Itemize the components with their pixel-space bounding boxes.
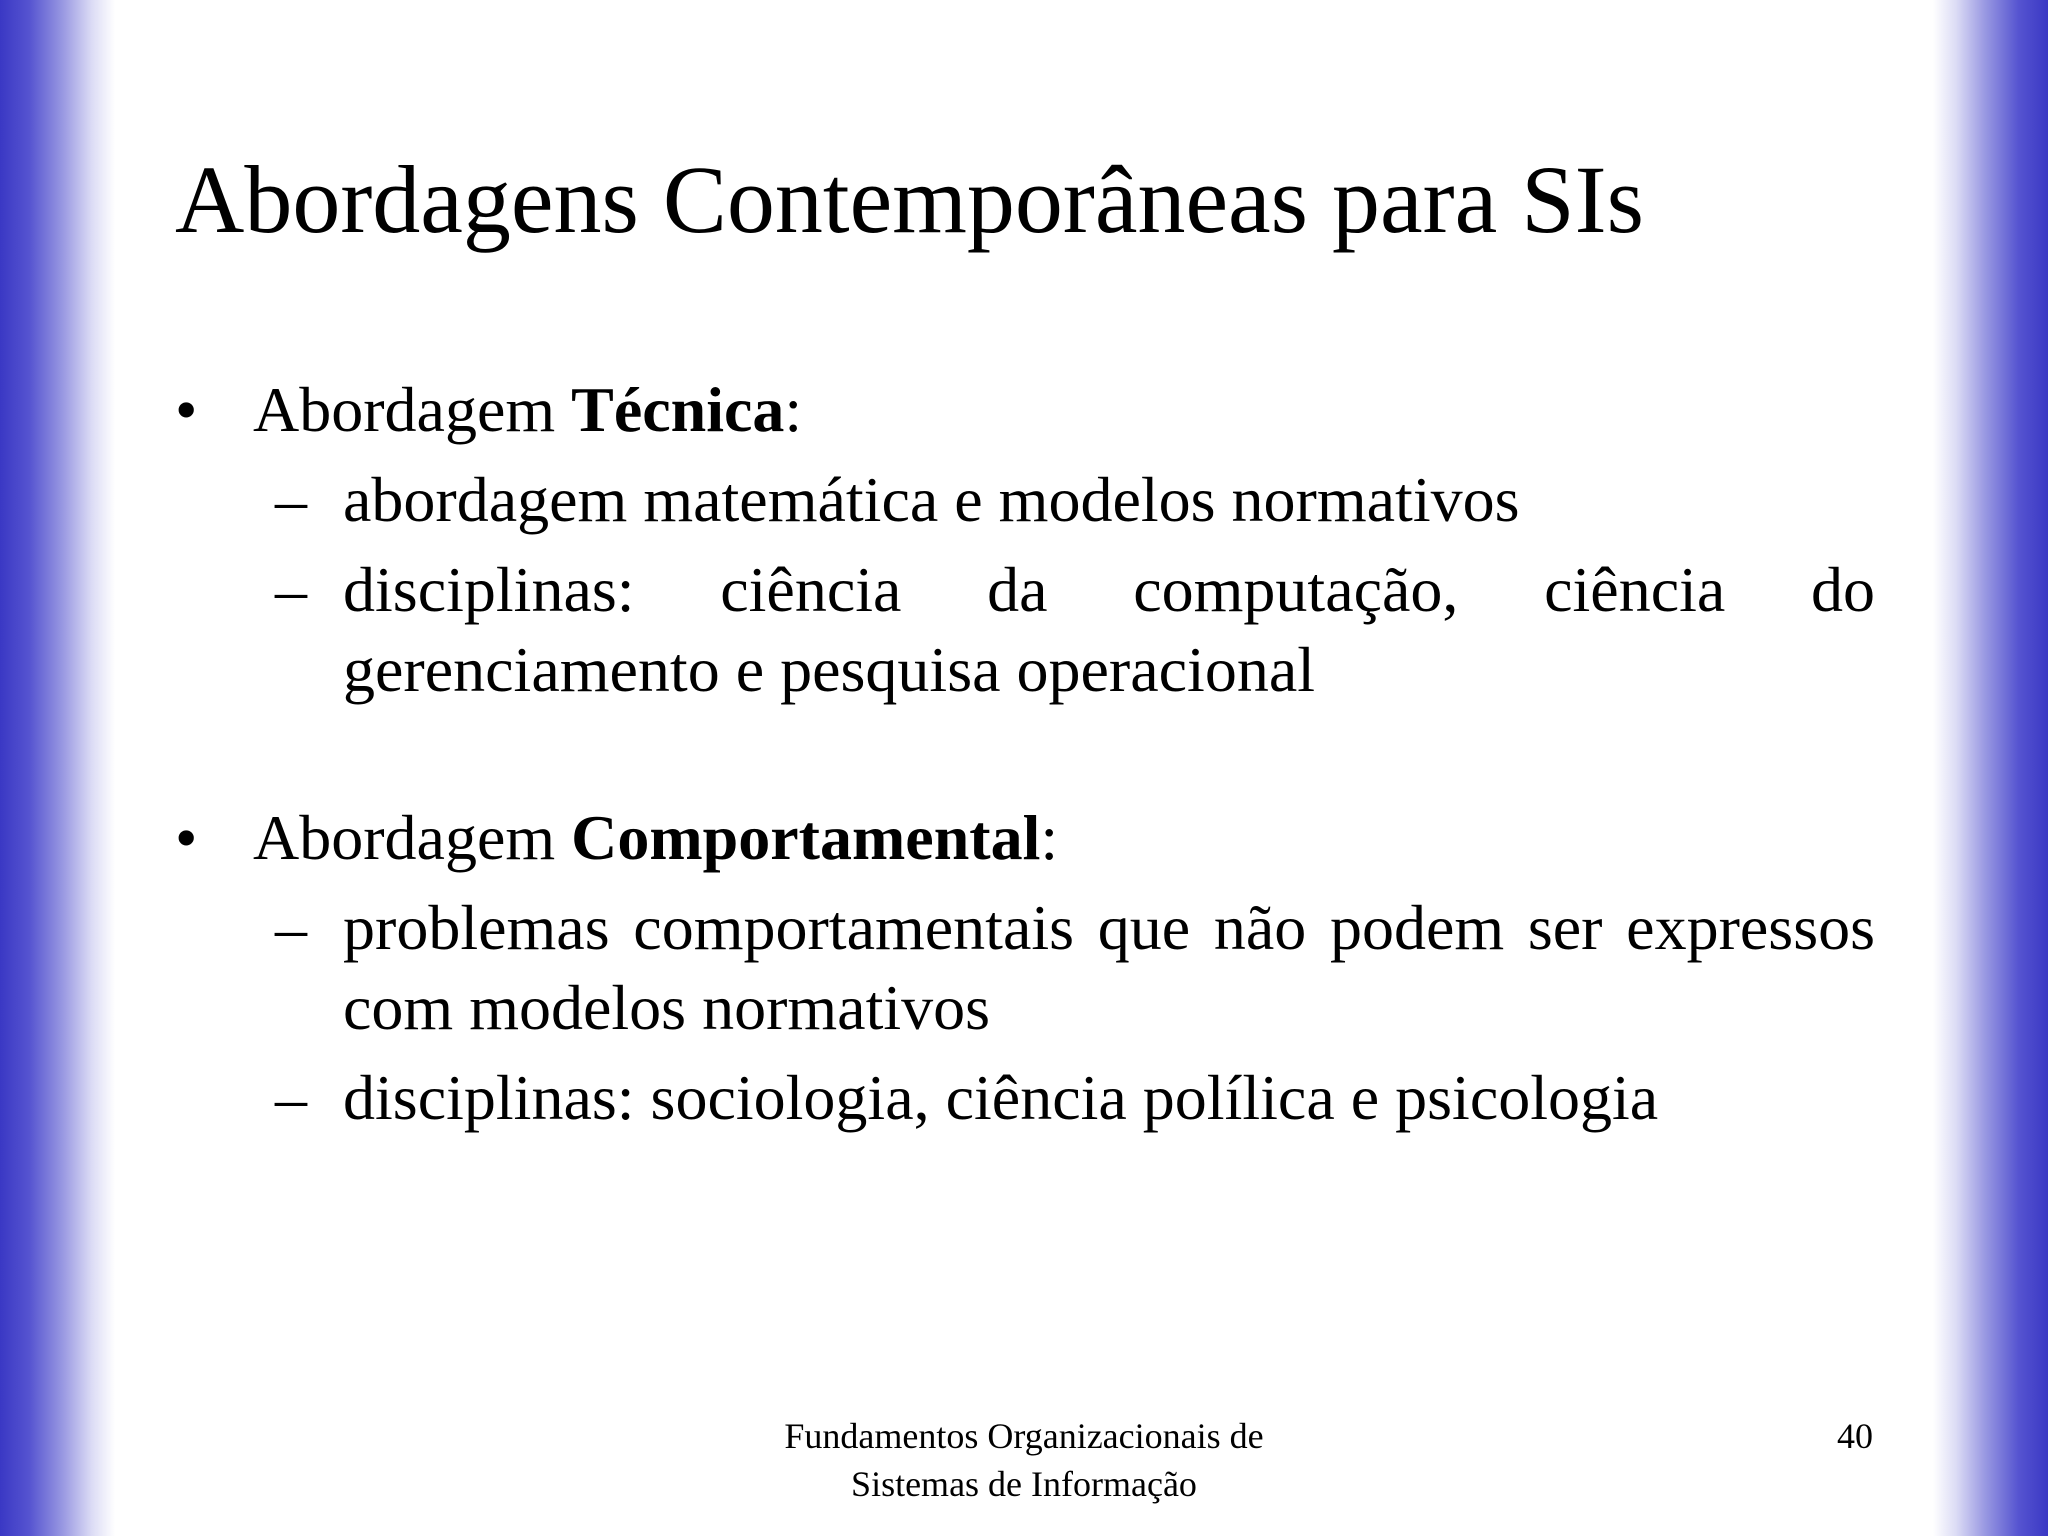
- sub-item: [175, 460, 1875, 540]
- right-gradient-border: [1933, 0, 2048, 1536]
- bullet-icon: •: [175, 374, 198, 445]
- dash-icon: –: [275, 464, 307, 535]
- sub-item-text: abordagem matemática e modelos normativos: [343, 464, 1520, 535]
- slide-content: [175, 370, 1875, 1148]
- page-number: 40: [1837, 1416, 1873, 1456]
- bullet-prefix: Abordagem: [253, 374, 572, 445]
- slide-title: Abordagens Contemporâneas para SIs: [175, 146, 1644, 253]
- sub-item: [175, 888, 1875, 1048]
- bullet-suffix: :: [784, 374, 803, 445]
- bullet-bold-term: Técnica: [571, 374, 785, 445]
- left-gradient-border: [0, 0, 115, 1536]
- footer-line-1: Fundamentos Organizacionais de: [784, 1416, 1264, 1456]
- sub-item: [175, 550, 1875, 710]
- bullet-icon: •: [175, 802, 198, 873]
- sub-item: [175, 1058, 1875, 1138]
- footer-line-2: Sistemas de Informação: [851, 1464, 1197, 1504]
- spacer: [175, 720, 1875, 798]
- bullet-suffix: :: [1040, 802, 1059, 873]
- sub-item-text: problemas comportamentais que não podem ser expressos com modelos normativos: [343, 892, 1875, 1043]
- bullet-bold-term: Comportamental: [571, 802, 1041, 873]
- dash-icon: –: [275, 554, 307, 625]
- bullet-prefix: Abordagem: [253, 802, 572, 873]
- footer-title: [724, 1412, 1324, 1508]
- sub-list-tecnica: [175, 460, 1875, 710]
- sub-item-text: disciplinas: ciência da computação, ciência do gerenciamento e pesquisa operacional: [343, 554, 1875, 705]
- bullet-item-tecnica: [175, 370, 1875, 460]
- dash-icon: –: [275, 892, 307, 963]
- sub-item-text: disciplinas: sociologia, ciência polílica e psicologia: [343, 1062, 1659, 1133]
- bullet-item-comportamental: [175, 798, 1875, 888]
- sub-list-comportamental: [175, 888, 1875, 1138]
- dash-icon: –: [275, 1062, 307, 1133]
